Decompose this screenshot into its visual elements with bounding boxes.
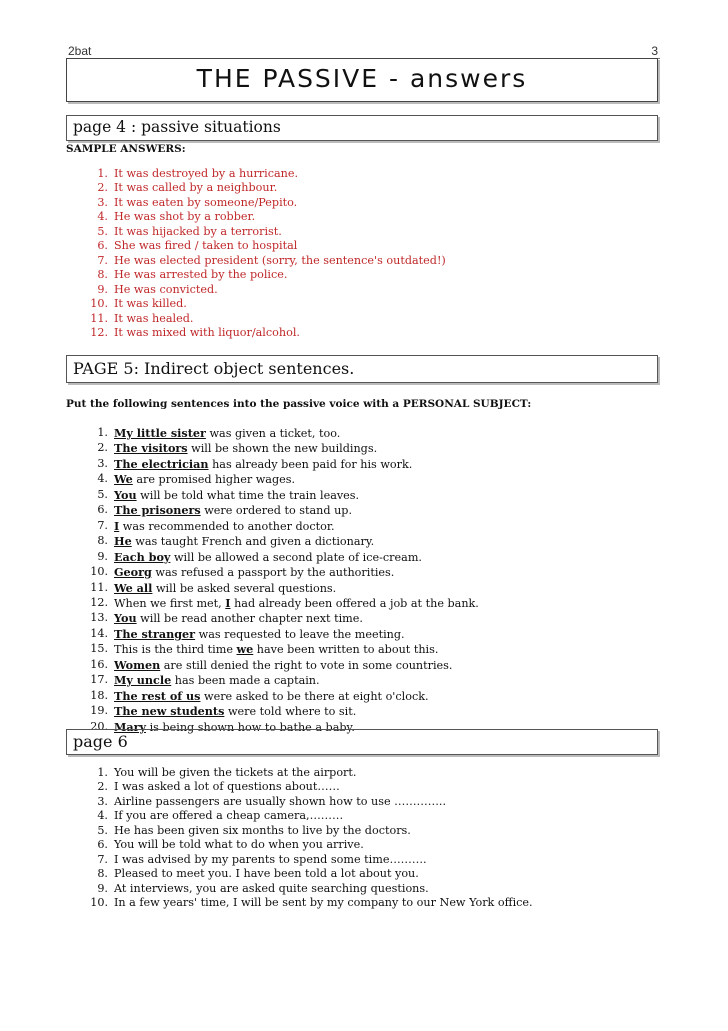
list-item <box>88 297 446 311</box>
item-number: 1. <box>97 426 108 439</box>
item-text-after: was recommended to another doctor. <box>119 519 335 533</box>
item-number: 6. <box>97 503 108 517</box>
section1-list <box>88 167 446 340</box>
item-text-after: has already been paid for his work. <box>208 457 413 471</box>
item-text-after: is being shown how to bathe a baby. <box>146 720 355 734</box>
list-item <box>88 795 533 809</box>
item-text-after: was refused a passport by the authorities. <box>151 566 395 580</box>
list-item <box>88 488 479 503</box>
item-text: He was elected president (sorry, the sentence's outdated!) <box>114 253 446 267</box>
list-item <box>88 689 479 704</box>
list-item <box>88 268 446 282</box>
item-text-after: are still denied the right to vote in some countries. <box>160 658 453 672</box>
list-item <box>88 519 479 534</box>
section2-heading: PAGE 5: Indirect object sentences. <box>73 359 355 378</box>
item-number: 20. <box>90 719 108 733</box>
list-item <box>88 627 479 642</box>
list-item <box>88 503 479 518</box>
item-number: 5. <box>97 487 108 501</box>
item-text-after: was given a ticket, too. <box>205 427 341 440</box>
personal-subject: I <box>114 518 120 533</box>
personal-subject: Georg <box>114 565 152 580</box>
personal-subject: The rest of us <box>114 688 201 703</box>
list-item <box>88 312 446 326</box>
item-number: 2. <box>97 181 108 195</box>
item-text: It was eaten by someone/Pepito. <box>114 195 298 209</box>
item-text: You will be given the tickets at the airport. <box>114 766 357 779</box>
list-item <box>88 809 533 823</box>
list-item <box>88 867 533 881</box>
list-item <box>88 673 479 688</box>
item-number: 11. <box>90 311 108 325</box>
item-number: 2. <box>97 441 108 455</box>
section3-heading: page 6 <box>73 732 128 751</box>
item-number: 1. <box>97 766 108 779</box>
item-text: It was healed. <box>114 311 194 325</box>
item-number: 9. <box>97 282 108 296</box>
list-item <box>88 704 479 719</box>
item-number: 6. <box>97 838 108 852</box>
section3-heading-box <box>66 729 658 755</box>
item-number: 4. <box>97 472 108 486</box>
item-number: 7. <box>97 852 108 866</box>
item-number: 7. <box>97 253 108 267</box>
item-text-after: will be allowed a second plate of ice-cream. <box>170 550 422 564</box>
item-text-after: are promised higher wages. <box>132 473 296 487</box>
item-text-after: had already been offered a job at the bank. <box>230 596 479 610</box>
section2-instruction: Put the following sentences into the passive voice with a PERSONAL SUBJECT: <box>66 398 532 410</box>
item-number: 7. <box>97 518 108 532</box>
list-item <box>88 225 446 239</box>
item-number: 5. <box>97 823 108 837</box>
section2-list <box>88 426 479 735</box>
list-item <box>88 254 446 268</box>
item-number: 8. <box>97 867 108 881</box>
item-text-before: When we first met, <box>114 596 226 610</box>
item-text-after: were asked to be there at eight o'clock. <box>200 689 429 703</box>
item-number: 8. <box>97 268 108 282</box>
item-number: 3. <box>97 456 108 470</box>
list-item <box>88 838 533 852</box>
item-text: She was fired / taken to hospital <box>114 239 298 253</box>
list-item <box>88 426 479 441</box>
item-number: 5. <box>97 224 108 238</box>
item-text: Pleased to meet you. I have been told a lot about you. <box>114 867 419 881</box>
personal-subject: We <box>114 472 133 487</box>
list-item <box>88 239 446 253</box>
list-item <box>88 658 479 673</box>
personal-subject: The visitors <box>114 441 188 456</box>
section1-heading: page 4 : passive situations <box>73 118 281 136</box>
personal-subject: we <box>236 642 254 657</box>
list-item <box>88 181 446 195</box>
list-item <box>88 210 446 224</box>
personal-subject: I <box>225 595 231 610</box>
item-number: 4. <box>97 210 108 224</box>
item-number: 15. <box>90 642 108 656</box>
item-text-before: This is the third time <box>114 643 237 657</box>
item-text: You will be told what to do when you arrive. <box>114 838 364 852</box>
personal-subject: The prisoners <box>114 503 201 518</box>
personal-subject: You <box>114 487 137 502</box>
item-text: In a few years' time, I will be sent by my company to our New York office. <box>114 896 533 910</box>
list-item <box>88 472 479 487</box>
list-item <box>88 441 479 456</box>
item-text: I was asked a lot of questions about…… <box>114 780 340 794</box>
personal-subject: Each boy <box>114 549 171 564</box>
item-text: It was called by a neighbour. <box>114 181 278 195</box>
item-text-after: was requested to leave the meeting. <box>195 627 405 641</box>
item-number: 8. <box>97 534 108 548</box>
item-number: 10. <box>90 896 108 910</box>
personal-subject: The new students <box>114 704 225 719</box>
item-number: 13. <box>90 611 108 625</box>
item-text: He was arrested by the police. <box>114 268 288 282</box>
item-number: 6. <box>97 239 108 253</box>
personal-subject: The electrician <box>114 456 209 471</box>
list-item <box>88 534 479 549</box>
list-item <box>88 283 446 297</box>
list-item <box>88 780 533 794</box>
item-number: 16. <box>90 657 108 671</box>
list-item <box>88 565 479 580</box>
item-number: 10. <box>90 297 108 311</box>
section3-list <box>88 766 533 911</box>
personal-subject: We all <box>114 580 153 595</box>
item-number: 9. <box>97 881 108 895</box>
item-number: 10. <box>90 565 108 579</box>
personal-subject: You <box>114 611 137 626</box>
personal-subject: The stranger <box>114 626 196 641</box>
item-number: 17. <box>90 673 108 687</box>
list-item <box>88 457 479 472</box>
item-number: 12. <box>90 595 108 609</box>
item-text-after: will be shown the new buildings. <box>187 442 378 456</box>
header-left: 2bat <box>68 44 92 58</box>
item-text-after: have been written to about this. <box>253 643 439 657</box>
personal-subject: Women <box>114 657 161 672</box>
item-text: If you are offered a cheap camera,……… <box>114 809 344 823</box>
item-number: 12. <box>90 325 108 339</box>
item-number: 18. <box>90 688 108 702</box>
item-number: 14. <box>90 626 108 640</box>
personal-subject: Mary <box>114 719 147 734</box>
item-number: 9. <box>97 549 108 563</box>
item-number: 1. <box>97 167 108 180</box>
item-text-after: will be told what time the train leaves. <box>136 488 360 502</box>
item-text: He was shot by a robber. <box>114 210 256 224</box>
item-text: It was killed. <box>114 297 187 311</box>
item-text: At interviews, you are asked quite searching questions. <box>114 881 429 895</box>
list-item <box>88 882 533 896</box>
list-item <box>88 581 479 596</box>
list-item <box>88 550 479 565</box>
list-item <box>88 196 446 210</box>
personal-subject: He <box>114 534 132 549</box>
item-text-after: was taught French and given a dictionary. <box>131 535 375 549</box>
item-text-after: will be asked several questions. <box>152 581 337 595</box>
item-number: 19. <box>90 704 108 718</box>
item-text: It was destroyed by a hurricane. <box>114 167 299 180</box>
item-text: It was hijacked by a terrorist. <box>114 224 282 238</box>
item-text: He has been given six months to live by the doctors. <box>114 823 411 837</box>
item-number: 3. <box>97 195 108 209</box>
item-text: It was mixed with liquor/alcohol. <box>114 325 300 339</box>
list-item <box>88 596 479 611</box>
list-item <box>88 824 533 838</box>
title-box <box>66 58 658 102</box>
item-number: 11. <box>90 580 108 594</box>
sample-answers-label: SAMPLE ANSWERS: <box>66 143 186 155</box>
page-number: 3 <box>651 44 658 58</box>
list-item <box>88 611 479 626</box>
list-item <box>88 326 446 340</box>
item-text-after: were ordered to stand up. <box>200 504 353 518</box>
personal-subject: My little sister <box>114 426 206 440</box>
item-number: 4. <box>97 809 108 823</box>
personal-subject: My uncle <box>114 673 172 688</box>
item-text-after: were told where to sit. <box>224 705 357 719</box>
list-item <box>88 896 533 910</box>
list-item <box>88 642 479 657</box>
page-title: THE PASSIVE - answers <box>196 64 528 93</box>
item-number: 2. <box>97 780 108 794</box>
item-text: Airline passengers are usually shown how to use ………….. <box>114 794 447 808</box>
list-item <box>88 853 533 867</box>
item-text-after: has been made a captain. <box>171 674 320 688</box>
item-number: 3. <box>97 794 108 808</box>
section1-heading-box <box>66 115 658 141</box>
list-item <box>88 167 446 181</box>
list-item <box>88 766 533 780</box>
item-text: I was advised by my parents to spend some time………. <box>114 852 427 866</box>
item-text-after: will be read another chapter next time. <box>136 612 363 626</box>
section2-heading-box <box>66 355 658 383</box>
item-text: He was convicted. <box>114 282 218 296</box>
